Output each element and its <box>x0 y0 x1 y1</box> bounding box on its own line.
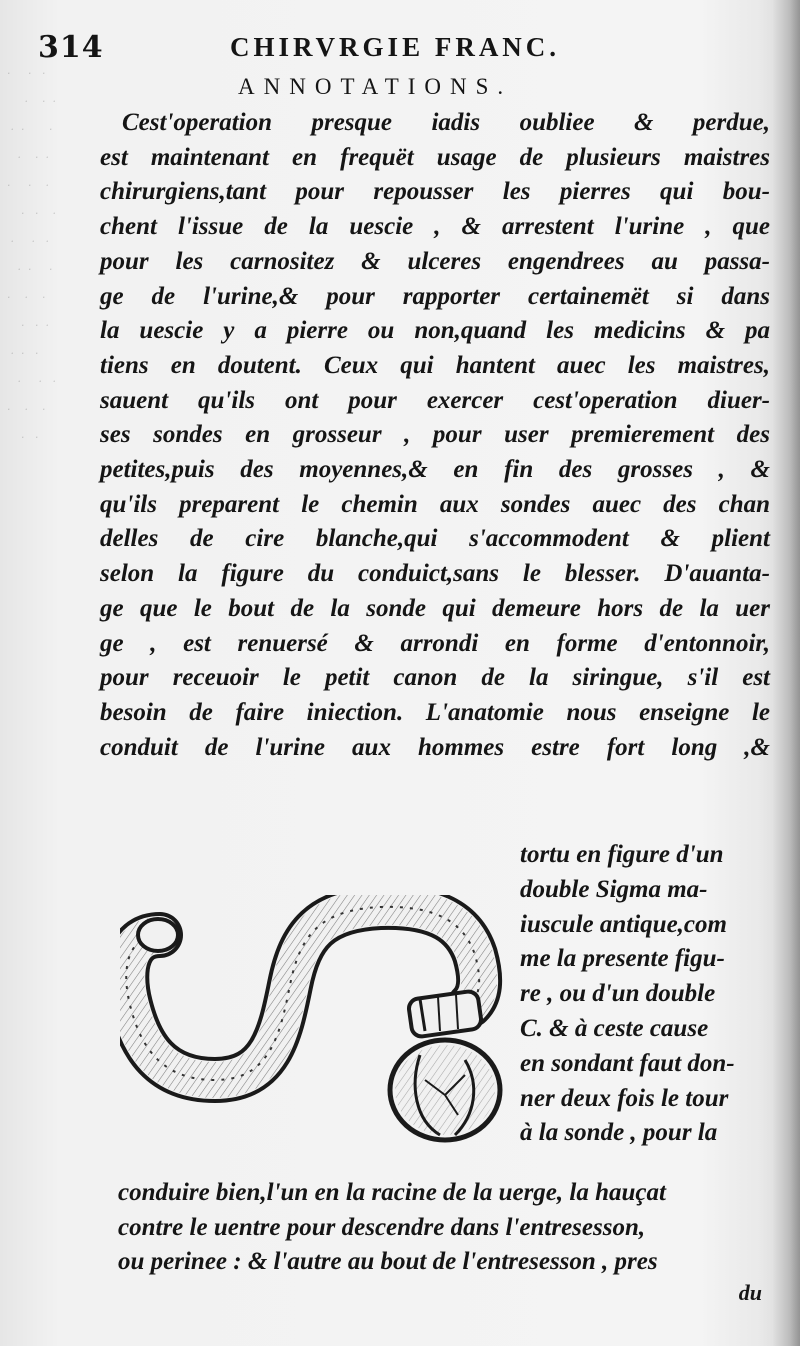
text-line: tortu en figure d'un <box>520 841 724 868</box>
text-line: sauent qu'ils ont pour exercer cest'operation diuer- <box>100 386 770 414</box>
s-shaped-catheter-woodcut-icon <box>120 895 515 1150</box>
section-title: ANNOTATIONS. <box>238 74 513 99</box>
text-line: contre le uentre pour descendre dans l'entresesson, <box>118 1213 646 1241</box>
text-line: Cest'operation presque iadis oubliee & perdue, <box>122 109 770 136</box>
text-line: conduire bien,l'un en la racine de la uerge, la hauçat <box>118 1179 666 1206</box>
text-line: en sondant faut don- <box>520 1049 735 1077</box>
text-line: chirurgiens,tant pour repousser les pierres qui bou- <box>100 178 770 206</box>
text-line: double Sigma ma- <box>520 875 708 903</box>
text-line: ge , est renuersé & arrondi en forme d'entonnoir, <box>100 629 770 657</box>
text-line: petites,puis des moyennes,& en fin des grosses , & <box>100 456 770 484</box>
page-number: 314 <box>38 30 104 65</box>
text-line: me la presente figu- <box>520 945 725 973</box>
text-line: delles de cire blanche,qui s'accommodent & plient <box>100 525 770 553</box>
wrapped-text-column <box>520 838 770 1151</box>
text-line: pour receuoir le petit canon de la siringue, s'il est <box>100 664 770 692</box>
text-line: ses sondes en grosseur , pour user premierement des <box>100 421 770 449</box>
text-line: la uescie y a pierre ou non,quand les medicins & pa <box>100 317 770 345</box>
catchword: du <box>738 1280 762 1305</box>
text-line: conduit de l'urine aux hommes estre fort long ,& <box>100 733 770 761</box>
body-paragraph <box>100 106 770 765</box>
text-line: à la sonde , pour la <box>520 1119 718 1147</box>
text-line: re , ou d'un double <box>520 980 716 1008</box>
text-line: est maintenant en frequët usage de plusieurs maistres <box>100 143 770 171</box>
bottom-paragraph <box>118 1176 768 1280</box>
bleed-through-text: · · · · · · · · · · · · · · · · · · · · · · · · · · · · · · · · · · · · · · · · · <box>6 67 56 444</box>
text-line: ge que le bout de la sonde qui demeure hors de la uer <box>100 594 770 622</box>
text-line: tiens en doutent. Ceux qui hantent auec les maistres, <box>100 351 770 379</box>
page-header <box>30 28 790 68</box>
text-line: selon la figure du conduict,sans le blesser. D'auanta- <box>100 560 770 588</box>
text-line: C. & à ceste cause <box>520 1014 709 1042</box>
running-head: CHIRVRGIE FRANC. <box>230 32 561 62</box>
text-line: chent l'issue de la uescie , & arrestent l'urine , que <box>100 213 770 241</box>
text-line: qu'ils preparent le chemin aux sondes auec des chan <box>100 490 770 518</box>
text-line: ge de l'urine,& pour rapporter certainemët si dans <box>100 282 770 310</box>
text-line: besoin de faire iniection. L'anatomie nous enseigne le <box>100 698 770 726</box>
text-line: pour les carnositez & ulceres engendrees au passa- <box>100 247 770 275</box>
text-line: iuscule antique,com <box>520 910 727 938</box>
text-line: ner deux fois le tour <box>520 1084 729 1112</box>
page-gutter-shadow <box>772 0 800 1346</box>
text-line: ou perinee : & l'autre au bout de l'entresesson , pres <box>118 1248 658 1276</box>
